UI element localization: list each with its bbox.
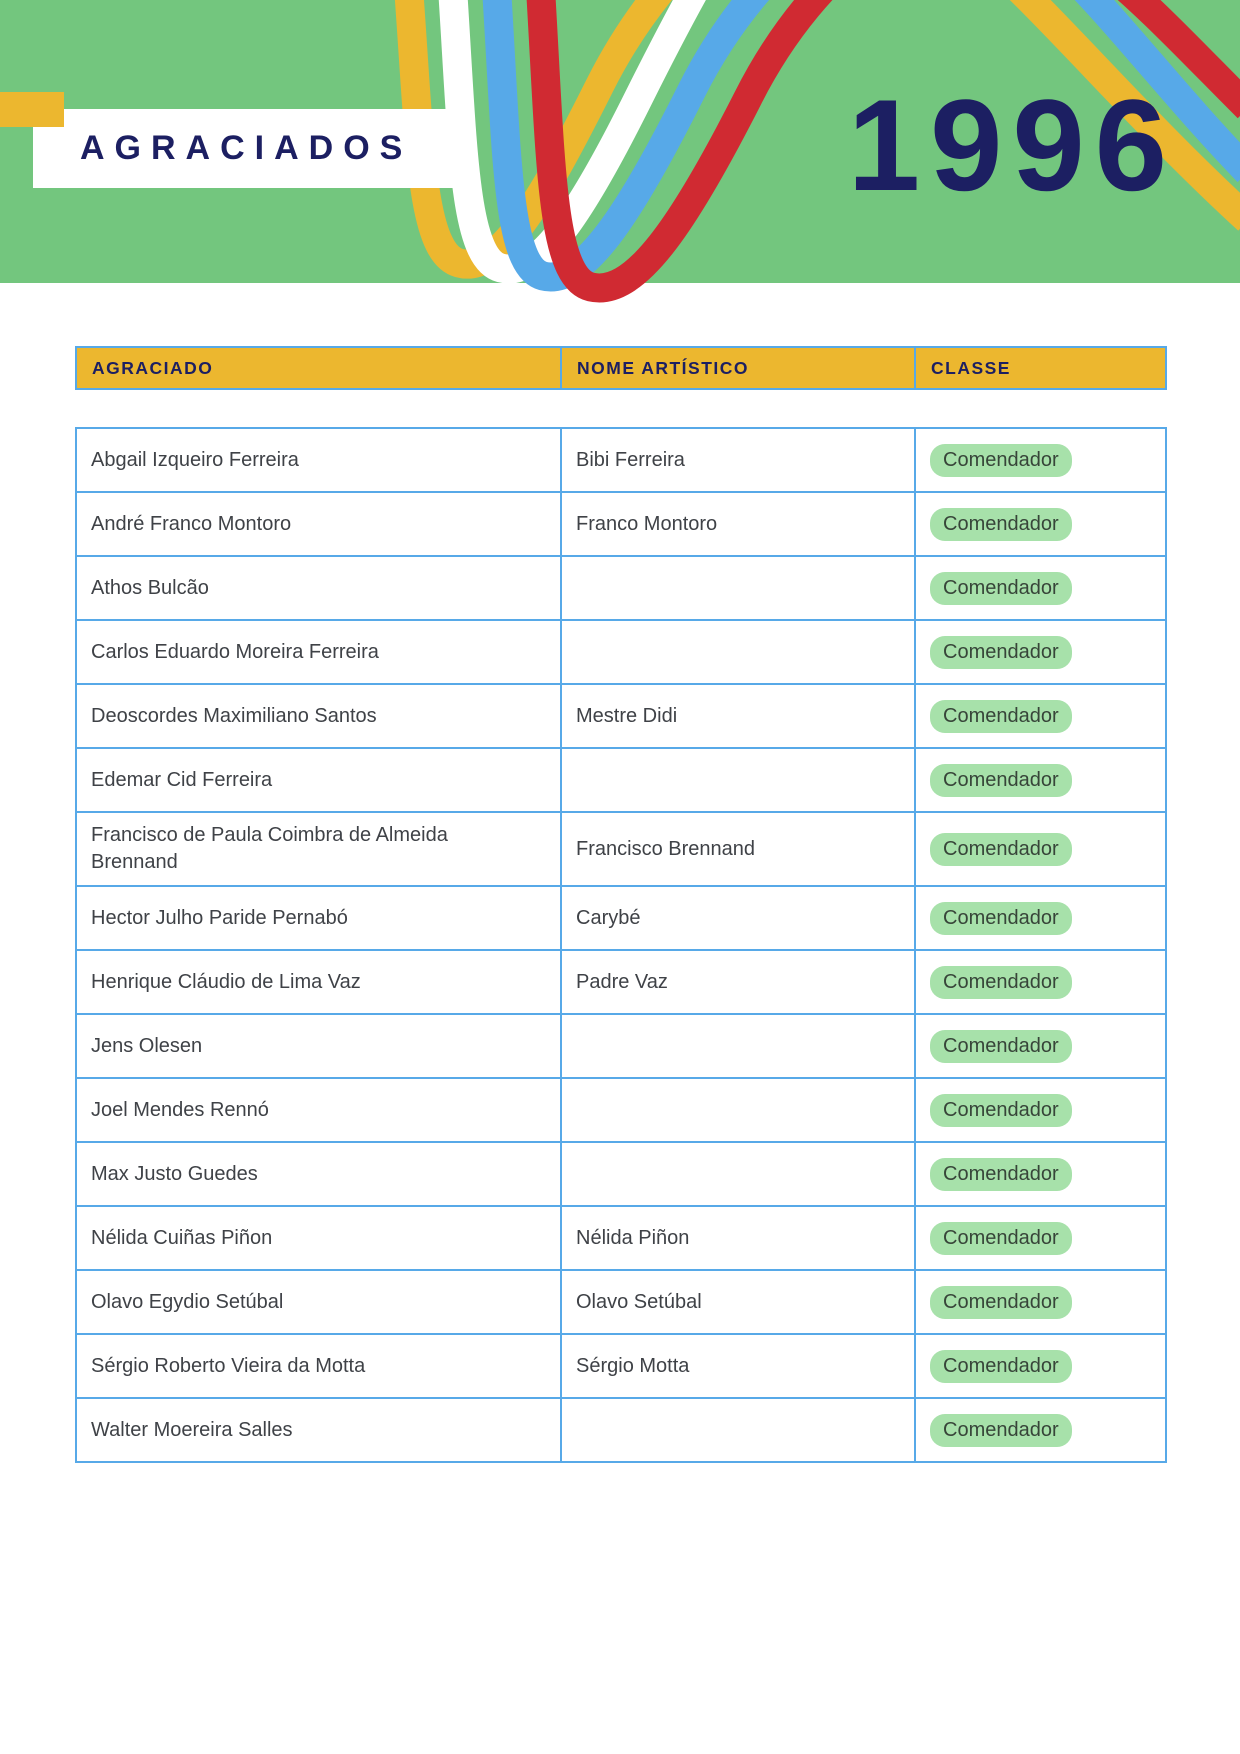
- cell-agraciado: Joel Mendes Rennó: [77, 1079, 562, 1141]
- table-row: [77, 951, 1165, 1015]
- table-row: [77, 1143, 1165, 1207]
- column-header-nome-artistico: NOME ARTÍSTICO: [562, 348, 916, 388]
- table-row: [77, 1399, 1165, 1461]
- cell-nome-artistico: Mestre Didi: [562, 685, 916, 747]
- cell-agraciado: Abgail Izqueiro Ferreira: [77, 429, 562, 491]
- classe-badge: Comendador: [930, 700, 1072, 733]
- table-row: [77, 813, 1165, 887]
- cell-agraciado: André Franco Montoro: [77, 493, 562, 555]
- classe-badge: Comendador: [930, 572, 1072, 605]
- hero-banner: [0, 0, 1240, 332]
- yellow-accent-bar: [0, 92, 64, 127]
- cell-classe: [916, 813, 1165, 885]
- cell-classe: [916, 749, 1165, 811]
- cell-agraciado: Sérgio Roberto Vieira da Motta: [77, 1335, 562, 1397]
- cell-classe: [916, 1143, 1165, 1205]
- table-row: [77, 1335, 1165, 1399]
- classe-badge: Comendador: [930, 1414, 1072, 1447]
- page-title-box: [33, 109, 457, 188]
- cell-agraciado: Carlos Eduardo Moreira Ferreira: [77, 621, 562, 683]
- classe-badge: Comendador: [930, 1350, 1072, 1383]
- table-row: [77, 493, 1165, 557]
- cell-agraciado: Athos Bulcão: [77, 557, 562, 619]
- cell-agraciado: Max Justo Guedes: [77, 1143, 562, 1205]
- cell-nome-artistico: Sérgio Motta: [562, 1335, 916, 1397]
- cell-nome-artistico: [562, 1399, 916, 1461]
- cell-nome-artistico: Olavo Setúbal: [562, 1271, 916, 1333]
- cell-agraciado: Nélida Cuiñas Piñon: [77, 1207, 562, 1269]
- cell-nome-artistico: [562, 749, 916, 811]
- cell-nome-artistico: Franco Montoro: [562, 493, 916, 555]
- table-row: [77, 557, 1165, 621]
- table-body: [75, 427, 1167, 1463]
- table-row: [77, 887, 1165, 951]
- cell-classe: [916, 1079, 1165, 1141]
- table-row: [77, 429, 1165, 493]
- table-row: [77, 1271, 1165, 1335]
- table-row: [77, 749, 1165, 813]
- cell-agraciado: Deoscordes Maximiliano Santos: [77, 685, 562, 747]
- cell-agraciado: Hector Julho Paride Pernabó: [77, 887, 562, 949]
- classe-badge: Comendador: [930, 1094, 1072, 1127]
- cell-classe: [916, 887, 1165, 949]
- cell-nome-artistico: Francisco Brennand: [562, 813, 916, 885]
- column-header-classe: CLASSE: [931, 357, 1011, 378]
- classe-badge: Comendador: [930, 1222, 1072, 1255]
- cell-classe: [916, 1335, 1165, 1397]
- table-row: [77, 1207, 1165, 1271]
- classe-badge: Comendador: [930, 966, 1072, 999]
- year-label: 1996: [847, 72, 1177, 218]
- classe-badge: Comendador: [930, 902, 1072, 935]
- cell-nome-artistico: [562, 621, 916, 683]
- recipients-table: [75, 346, 1167, 1463]
- cell-nome-artistico: [562, 1143, 916, 1205]
- table-row: [77, 685, 1165, 749]
- table-header-row: [75, 346, 1167, 390]
- classe-badge: Comendador: [930, 1286, 1072, 1319]
- cell-nome-artistico: Nélida Piñon: [562, 1207, 916, 1269]
- cell-classe: [916, 1271, 1165, 1333]
- cell-nome-artistico: [562, 557, 916, 619]
- column-header-agraciado: AGRACIADO: [77, 348, 562, 388]
- cell-classe: [916, 429, 1165, 491]
- cell-agraciado: Jens Olesen: [77, 1015, 562, 1077]
- cell-agraciado: Edemar Cid Ferreira: [77, 749, 562, 811]
- cell-classe: [916, 1399, 1165, 1461]
- cell-nome-artistico: [562, 1015, 916, 1077]
- classe-badge: Comendador: [930, 764, 1072, 797]
- cell-classe: [916, 1015, 1165, 1077]
- classe-badge: Comendador: [930, 636, 1072, 669]
- cell-agraciado: Olavo Egydio Setúbal: [77, 1271, 562, 1333]
- cell-nome-artistico: Bibi Ferreira: [562, 429, 916, 491]
- cell-nome-artistico: [562, 1079, 916, 1141]
- table-row: [77, 1079, 1165, 1143]
- cell-classe: [916, 685, 1165, 747]
- classe-badge: Comendador: [930, 1158, 1072, 1191]
- page-title: AGRACIADOS: [80, 129, 413, 167]
- cell-classe: [916, 951, 1165, 1013]
- cell-nome-artistico: Carybé: [562, 887, 916, 949]
- classe-badge: Comendador: [930, 444, 1072, 477]
- cell-agraciado: Walter Moereira Salles: [77, 1399, 562, 1461]
- cell-classe: [916, 557, 1165, 619]
- classe-badge: Comendador: [930, 508, 1072, 541]
- table-row: [77, 1015, 1165, 1079]
- cell-agraciado: Francisco de Paula Coimbra de Almeida Brennand: [77, 813, 562, 885]
- cell-classe: [916, 1207, 1165, 1269]
- cell-nome-artistico: Padre Vaz: [562, 951, 916, 1013]
- cell-classe: [916, 493, 1165, 555]
- cell-agraciado: Henrique Cláudio de Lima Vaz: [77, 951, 562, 1013]
- classe-badge: Comendador: [930, 833, 1072, 866]
- classe-badge: Comendador: [930, 1030, 1072, 1063]
- cell-classe: [916, 621, 1165, 683]
- table-row: [77, 621, 1165, 685]
